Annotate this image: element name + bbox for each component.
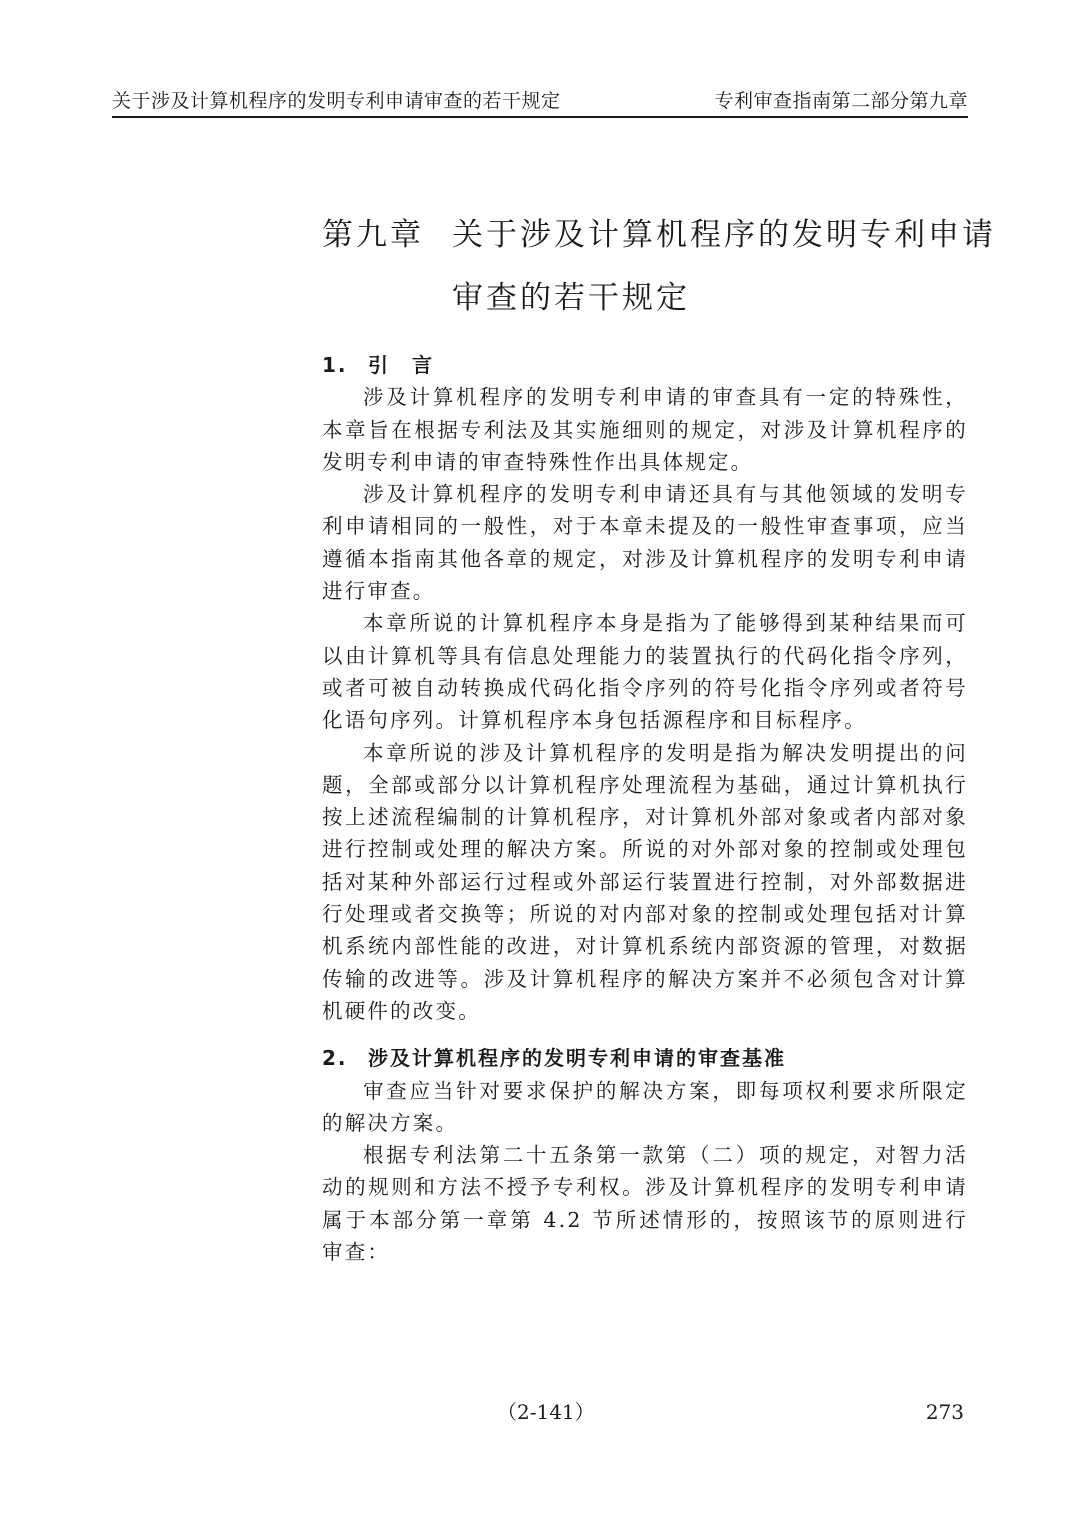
chapter-number: 第九章	[322, 217, 424, 253]
section-title: 涉及计算机程序的发明专利申请的审查基准	[368, 1046, 786, 1071]
paragraph: 本章所说的计算机程序本身是指为了能够得到某种结果而可以由计算机等具有信息处理能力的装置执行的代码化指令序列，或者可被自动转换成代码化指令序列的符号化指令序列或者符号化语句序列。计算机程序本身包括源程序和目标程序。	[322, 611, 968, 733]
paragraph: 审查应当针对要求保护的解决方案，即每项权利要求所限定的解决方案。	[322, 1078, 968, 1135]
section-number: 2.	[322, 1046, 348, 1071]
chapter-body	[322, 349, 968, 1268]
chapter-title-line2: 审查的若干规定	[452, 280, 690, 316]
section-number: 1.	[322, 353, 348, 377]
page-footer	[0, 1396, 1080, 1428]
paragraph: 涉及计算机程序的发明专利申请的审查具有一定的特殊性，本章旨在根据专利法及其实施细则的规定，对涉及计算机程序的发明专利申请的审查特殊性作出具体规定。	[322, 385, 968, 474]
header-chapter-reference: 专利审查指南第二部分第九章	[714, 90, 968, 112]
paragraph: 根据专利法第二十五条第一款第（二）项的规定，对智力活动的规则和方法不授予专利权。涉及计算机程序的发明专利申请属于本部分第一章第 4.2 节所述情形的，按照该节的原则进行审查：	[322, 1143, 968, 1265]
section-heading-introduction	[322, 349, 968, 381]
running-header	[112, 86, 968, 118]
section-title: 引 言	[368, 353, 434, 377]
paragraph: 涉及计算机程序的发明专利申请还具有与其他领域的发明专利申请相同的一般性，对于本章未提及的一般性审查事项，应当遵循本指南其他各章的规定，对涉及计算机程序的发明专利申请进行审查。	[322, 482, 968, 604]
section-heading-examination-criteria	[322, 1042, 968, 1074]
header-document-title: 关于涉及计算机程序的发明专利申请审查的若干规定	[112, 90, 561, 112]
section-page-number: （2-141）	[497, 1400, 595, 1424]
page-number: 273	[925, 1400, 964, 1424]
chapter-title-text: 关于涉及计算机程序的发明专利申请	[452, 217, 996, 253]
paragraph: 本章所说的涉及计算机程序的发明是指为解决发明提出的问题，全部或部分以计算机程序处理流程为基础，通过计算机执行按上述流程编制的计算机程序，对计算机外部对象或者内部对象进行控制或处理的解决方案。所说的对外部对象的控制或处理包括对某种外部运行过程或外部运行装置进行控制，对外部数据进行处理或者交换等；所说的对内部对象的控制或处理包括对计算机系统内部性能的改进，对计算机系统内部资源的管理，对数据传输的改进等。涉及计算机程序的解决方案并不必须包含对计算机硬件的改变。	[322, 740, 968, 1023]
chapter-title-line1	[322, 212, 996, 258]
